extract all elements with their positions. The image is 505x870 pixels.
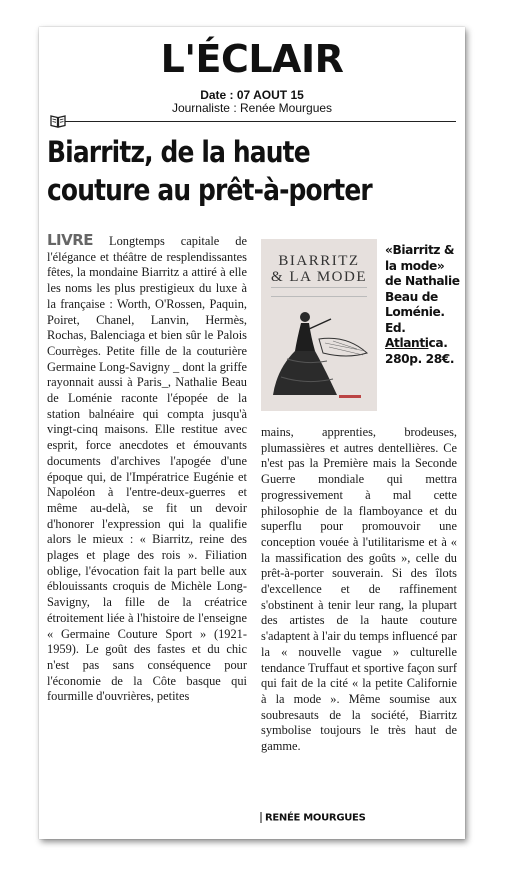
headline-line-1: Biarritz, de la haute bbox=[47, 135, 310, 169]
article-column-2: mains, apprenties, brodeuses, plumassières et autres dentellières. Ce n'est pas la Première mais la Seconde Guerre mondiale qui mettra progressivement à mal cette philosophie de la flamboyance et du superflu pour promouvoir une conception vouée à l'utilitarisme et à « la massification des goûts », celle du prêt-à-porter souverain. Si des îlots d'excellence et de raffinement s'obstinent à tenir leur rang, la plupart des artistes de la haute couture s'adaptent à l'air du temps influencé par la « nouvelle vague » culturelle tendance Truffaut et sportive façon surf qui fait de la cité « la petite Californie à la mode ». Même soumise aux soubresauts de la société, Biarritz symbolise toujours le très haut de gamme. bbox=[261, 425, 457, 754]
headline-line-2: couture au prêt-à-porter bbox=[47, 173, 372, 207]
newspaper-masthead: L'ÉCLAIR bbox=[160, 37, 344, 81]
header-rule bbox=[65, 121, 456, 122]
article-column-1 bbox=[47, 233, 247, 705]
open-book-icon bbox=[50, 114, 66, 128]
book-cover-title bbox=[261, 253, 377, 285]
cover-title-line-1: BIARRITZ bbox=[278, 253, 360, 269]
cover-title-line-2: & LA MODE bbox=[271, 269, 367, 285]
date-line: Date : 07 AOUT 15 bbox=[200, 88, 304, 102]
signature-bar bbox=[260, 812, 262, 823]
signature-text: RENÉE MOURGUES bbox=[265, 812, 366, 824]
column-1-text: Longtemps capitale de l'élégance et théâtre de resplendissantes fêtes, la mondaine Biarritz a attiré à elle les noms les plus prestigieux du luxe à la française : Worth, O'Rossen, Paquin, Poiret, Chanel, Lanvin, Hermès, Rochas, Balenciaga et bien sûr le Palois Courrèges. Petite fille de la couturière Germaine Long-Savigny _ dont la griffe rayonnait aussi à Paris_, Nathalie Beau de Loménie raconte l'épopée de la station balnéaire qui compta jusqu'à vingt-cinq maisons. Elle restitue avec esprit, force anecdotes et émouvants documents d'archives l'apogée d'une époque qui, de l'Impératrice Eugénie et Napoléon à l'entre-deux-guerres et même au-delà, se fit un devoir d'honorer l'expression qui la qualifie alors le mieux : « Biarritz, reine des plages et plage des rois ». Filiation oblige, l'évocation fait la part belle aux éblouissants croquis de Michèle Long-Savigny, la fille de la créatrice étroitement liée à l'histoire de l'enseigne « Germaine Couture Sport » (1921-1959). Le goût des fastes et du chic n'est pas sans conséquence pour l'économie de la Côte basque qui fourmille d'ouvrières, petites bbox=[47, 234, 247, 704]
fashion-sketch-illustration bbox=[267, 299, 371, 403]
article-headline bbox=[47, 133, 401, 209]
article-signature bbox=[260, 812, 365, 824]
book-cover-image bbox=[261, 239, 377, 411]
newspaper-clipping bbox=[39, 27, 465, 839]
caption-text-end: ca. 280p. 28€. bbox=[385, 336, 455, 366]
book-caption bbox=[385, 243, 461, 367]
cover-subtitle-lines bbox=[271, 287, 367, 297]
section-kicker: LIVRE bbox=[47, 231, 94, 249]
journalist-line: Journaliste : Renée Mourgues bbox=[171, 101, 333, 115]
caption-publisher-link[interactable]: Atlanti bbox=[385, 336, 429, 350]
caption-text: «Biarritz & la mode» de Nathalie Beau de Loménie. Ed. bbox=[385, 243, 460, 335]
